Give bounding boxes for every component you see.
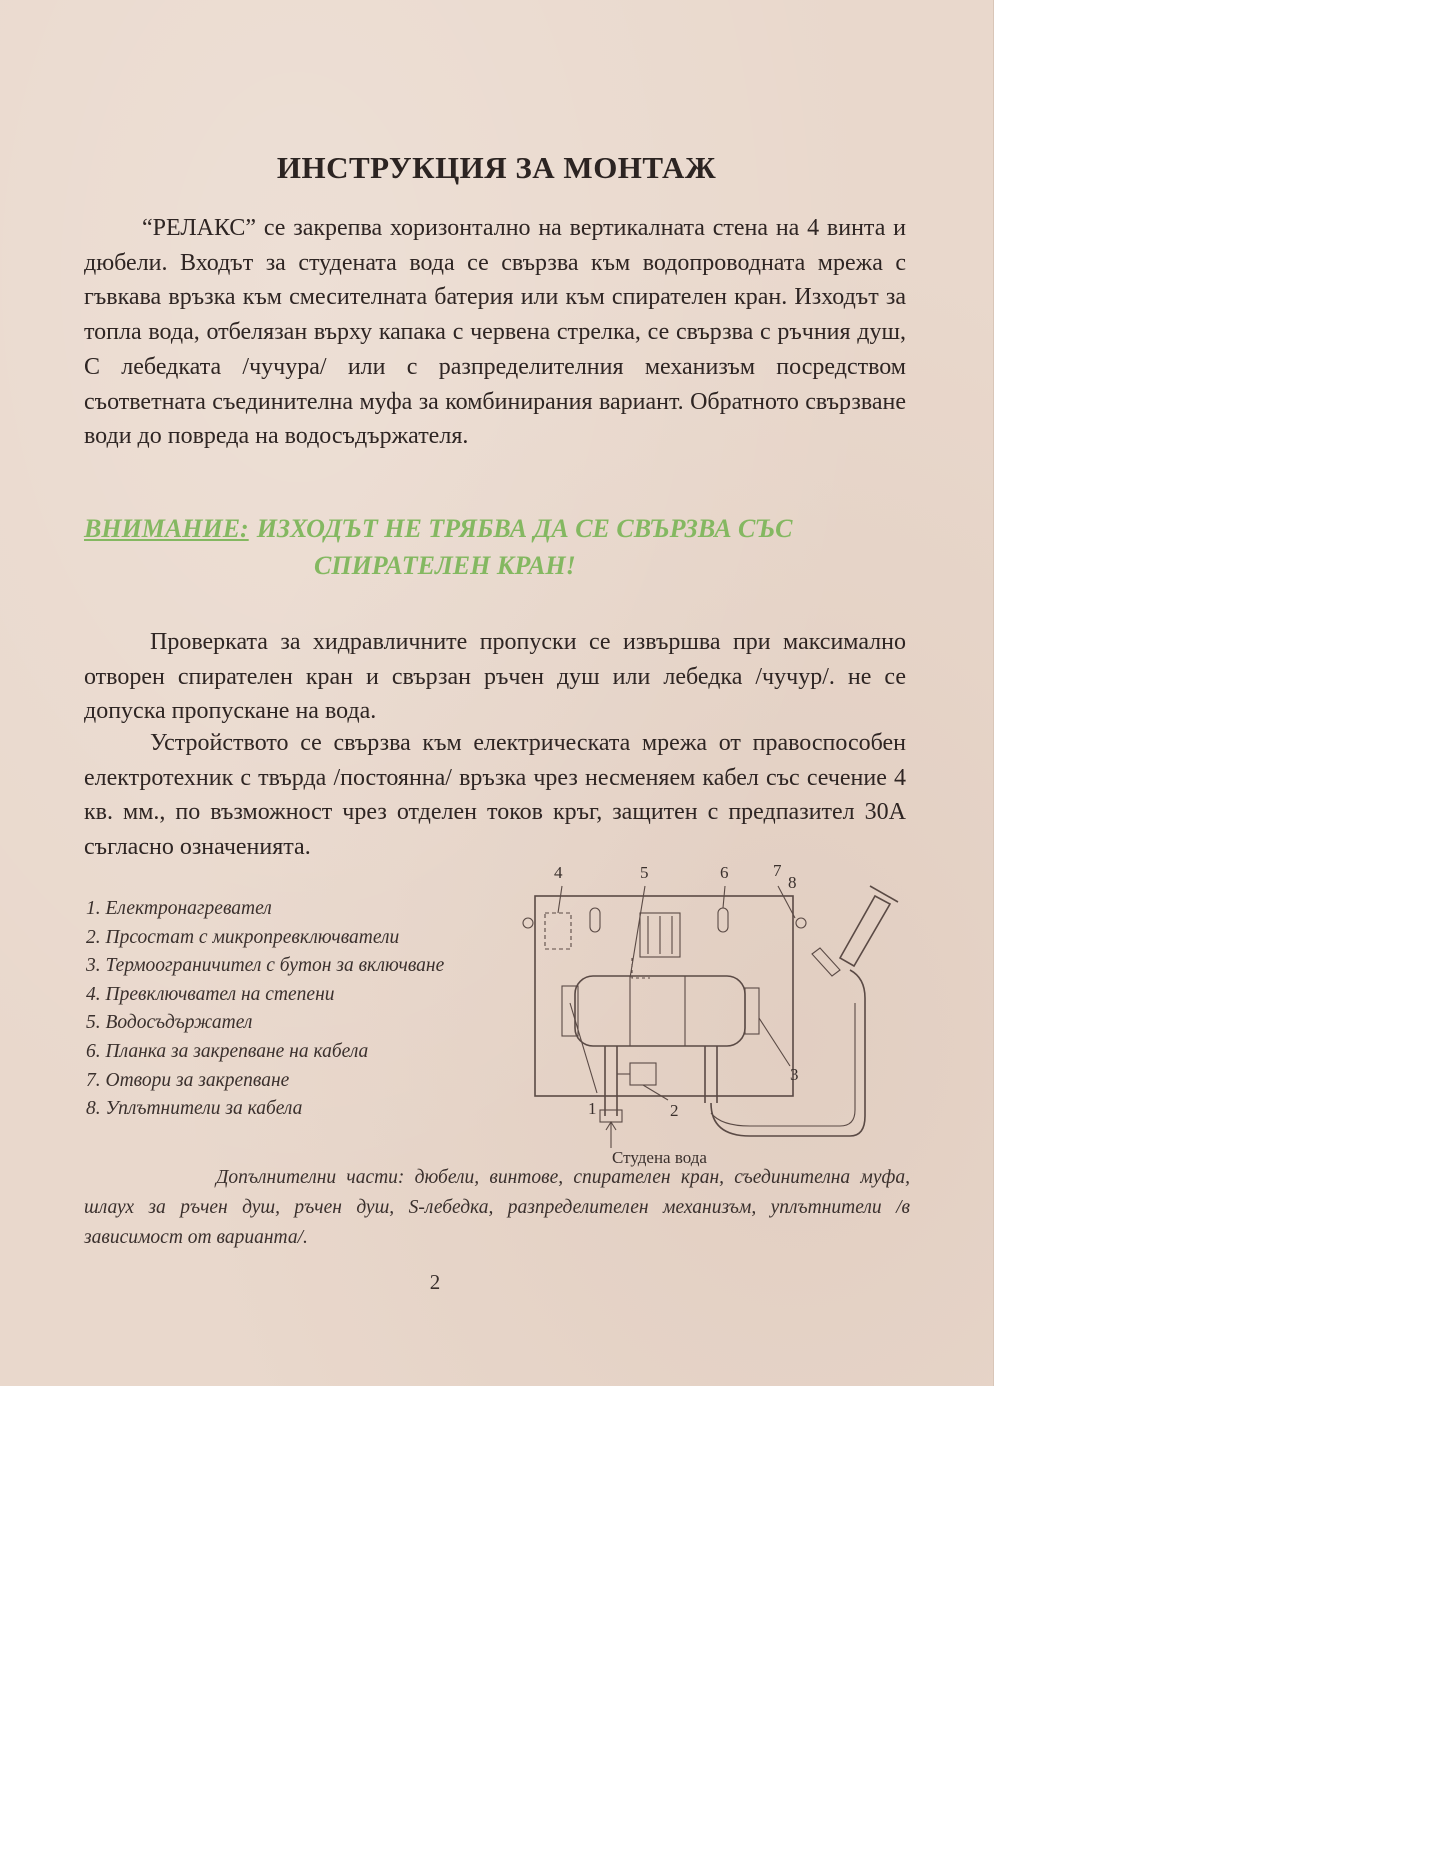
- page-title: ИНСТРУКЦИЯ ЗА МОНТАЖ: [276, 150, 717, 185]
- cold-water-inlet: [600, 1110, 622, 1122]
- diagram-label-7: 7: [773, 861, 782, 880]
- diagram-label-2: 2: [670, 1101, 679, 1120]
- diagram-label-6: 6: [720, 863, 729, 882]
- shower-hose: [711, 970, 865, 1136]
- slot-left: [590, 908, 600, 932]
- additional-parts: Допълнителни части: дюбели, винтове, спирателен кран, съединителна муфа, шлаух за ръчен душ, ръчен душ, S-лебедка, разпределителен механизъм, уплътнители /в зависимост от варианта/.: [84, 1167, 910, 1248]
- legend-item: 1. Електронагревател: [86, 898, 272, 919]
- legend-item: 3. Термоограничител с бутон за включване: [86, 955, 445, 977]
- shower-holder: [812, 948, 840, 976]
- warning-label: ВНИМАНИЕ:: [84, 514, 249, 543]
- warning-text-line2: СПИРАТЕЛЕН КРАН!: [314, 551, 576, 580]
- warning-block: [84, 510, 906, 584]
- legend-item: 2. Прсостат с микропревключватели: [86, 926, 400, 948]
- diagram-label-5: 5: [640, 863, 649, 882]
- diagram-label-1: 1: [588, 1099, 597, 1118]
- shower-head: [840, 896, 890, 966]
- paragraph-hydraulic-check: Проверката за хидравличните пропуски се извършва при максимално отворен спирателен кран и свързан ръчен душ или лебедка /чучур/. не се допуска пропускане на вода.: [84, 629, 906, 725]
- legend-item: 7. Отвори за закрепване: [86, 1069, 290, 1091]
- cold-water-label: Студена вода: [612, 1148, 707, 1167]
- water-tank: [575, 976, 745, 1046]
- legend-item: 4. Превключвател на степени: [86, 983, 335, 1005]
- water-heater-diagram: [520, 858, 900, 1158]
- legend-item: 6. Планка за закрепване на кабела: [86, 1040, 369, 1062]
- thermostat-flange: [745, 988, 759, 1034]
- paragraph-electrical: Устройството се свързва към електрическата мрежа от правоспособен електротехник с твърда /постоянна/ връзка чрез несменяем кабел със сечение 4 кв. мм., по възможност чрез отделен токов кръг, защитен с предпазител 30А съгласно означенията.: [84, 730, 906, 861]
- step-switch: [545, 913, 571, 949]
- page-number: 2: [429, 1270, 441, 1294]
- diagram-label-4: 4: [554, 863, 563, 882]
- mounting-hole: [523, 918, 533, 928]
- parts-legend: [86, 895, 526, 1124]
- mounting-plate: [535, 896, 793, 1096]
- mounting-hole: [796, 918, 806, 928]
- cable-clamp: [718, 908, 728, 932]
- pressostat: [630, 1063, 656, 1085]
- diagram-label-8: 8: [788, 873, 797, 892]
- legend-item: 8. Уплътнители за кабела: [86, 1098, 303, 1120]
- warning-text-line1: ИЗХОДЪТ НЕ ТРЯБВА ДА СЕ СВЪРЗВА СЪС: [256, 514, 793, 543]
- legend-item: 5. Водосъдържател: [86, 1012, 253, 1034]
- paragraph-installation: “РЕЛАКС” се закрепва хоризонтално на вертикалната стена на 4 винта и дюбели. Входът за студената вода се свързва към водопроводната мрежа с гъвкава връзка към смесителната батерия или към спирателен кран. Изходът за топла вода, отбелязан върху капака с червена стрелка, се свързва с ръчния душ, С лебедката /чучура/ или с разпределителния механизъм посредством съответната съединителна муфа за комбинирания вариант. Обратното свързване води до повреда на водосъдържателя.: [84, 215, 906, 450]
- diagram-label-3: 3: [790, 1065, 799, 1084]
